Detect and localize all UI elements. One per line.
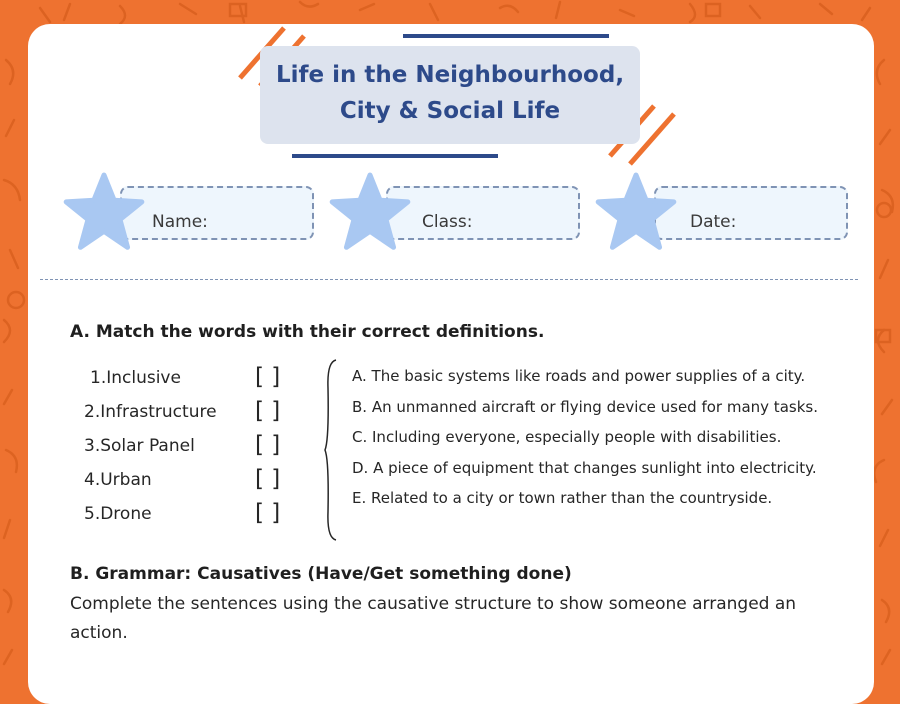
date-field[interactable] <box>654 186 848 240</box>
star-icon <box>328 170 412 254</box>
section-b-heading: B. Grammar: Causatives (Have/Get something done) <box>70 564 572 584</box>
class-label: Class: <box>422 212 473 232</box>
answer-bracket[interactable]: [ ] <box>255 432 281 458</box>
word-item: 4.Urban <box>84 470 152 490</box>
definition-item: D. A piece of equipment that changes sunlight into electricity. <box>352 459 817 477</box>
star-icon <box>62 170 146 254</box>
section-a-heading: A. Match the words with their correct definitions. <box>70 322 545 342</box>
word-item: 2.Infrastructure <box>84 402 217 422</box>
definition-item: B. An unmanned aircraft or flying device used for many tasks. <box>352 398 818 416</box>
page-title-line-1: Life in the Neighbourhood, <box>275 62 625 88</box>
answer-bracket[interactable]: [ ] <box>255 398 281 424</box>
curly-brace <box>324 358 338 542</box>
title-top-rule <box>403 34 609 38</box>
title-bottom-rule <box>292 154 498 158</box>
answer-bracket[interactable]: [ ] <box>255 500 281 526</box>
word-item: 5.Drone <box>84 504 152 524</box>
word-item: 1.Inclusive <box>90 368 181 388</box>
definition-item: E. Related to a city or town rather than the countryside. <box>352 489 773 507</box>
title-box <box>260 46 640 144</box>
star-icon <box>594 170 678 254</box>
section-b-instructions: Complete the sentences using the causative structure to show someone arranged an action. <box>70 594 797 643</box>
definition-item: C. Including everyone, especially people with disabilities. <box>352 428 782 446</box>
worksheet-sheet <box>28 24 874 704</box>
class-field[interactable] <box>386 186 580 240</box>
definition-item: A. The basic systems like roads and power supplies of a city. <box>352 367 806 385</box>
name-label: Name: <box>152 212 208 232</box>
section-divider <box>40 279 858 280</box>
answer-bracket[interactable]: [ ] <box>255 364 281 390</box>
answer-bracket[interactable]: [ ] <box>255 466 281 492</box>
word-item: 3.Solar Panel <box>84 436 195 456</box>
date-label: Date: <box>690 212 737 232</box>
name-field[interactable] <box>120 186 314 240</box>
page-title-line-2: City & Social Life <box>339 98 561 124</box>
